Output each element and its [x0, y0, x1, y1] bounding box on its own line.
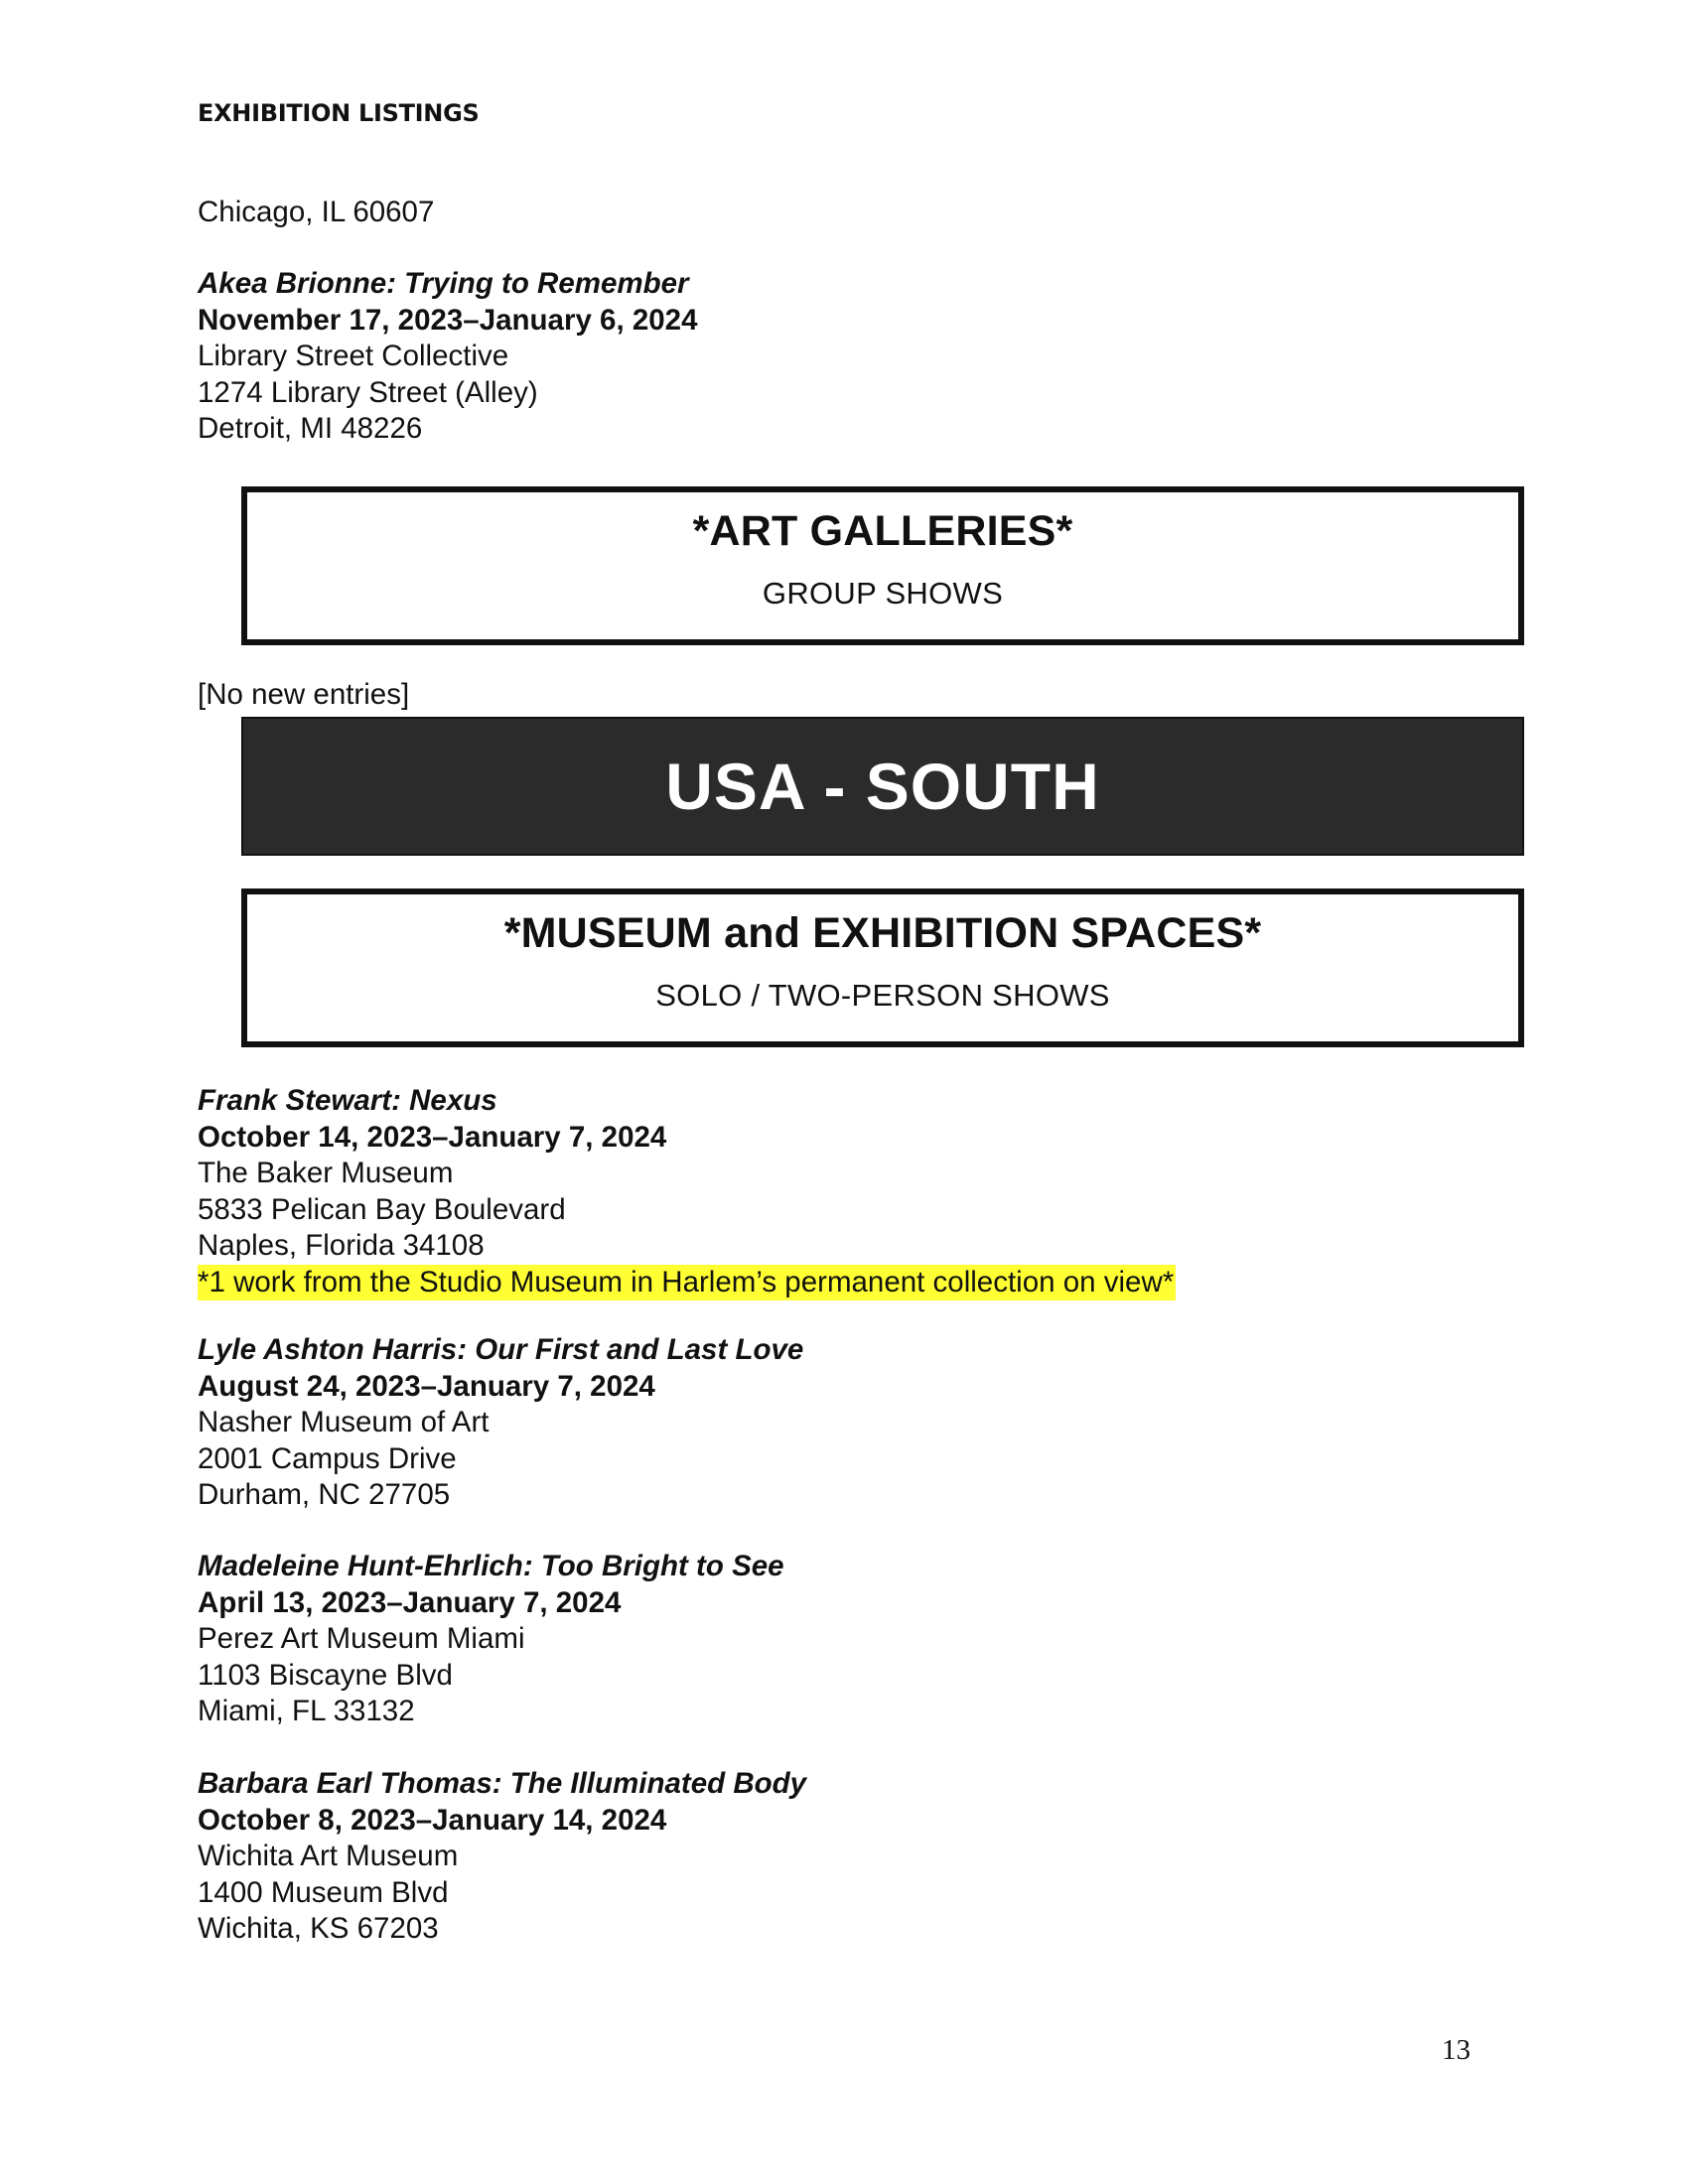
section-box-museums — [241, 888, 1524, 1047]
entry-title: Madeleine Hunt-Ehrlich: Too Bright to See — [198, 1550, 784, 1582]
page-number: 13 — [1442, 2034, 1471, 2066]
entry-title: Akea Brionne: Trying to Remember — [198, 267, 689, 300]
entry-city: Durham, NC 27705 — [198, 1478, 451, 1511]
listing-entry — [198, 1766, 806, 1948]
entry-venue: Nasher Museum of Art — [198, 1406, 490, 1438]
entry-title: Frank Stewart: Nexus — [198, 1084, 497, 1117]
entry-dates: April 13, 2023–January 7, 2024 — [198, 1585, 622, 1619]
entry-city: Naples, Florida 34108 — [198, 1229, 485, 1262]
listing-entry — [198, 1549, 784, 1730]
section-heading: *ART GALLERIES* — [692, 507, 1073, 555]
no-entries-note — [198, 677, 409, 714]
entry-address: 1274 Library Street (Alley) — [198, 375, 538, 409]
region-label: USA - SOUTH — [665, 750, 1100, 823]
entry-title: Barbara Earl Thomas: The Illuminated Body — [198, 1767, 807, 1800]
entry-city: Detroit, MI 48226 — [198, 412, 423, 445]
listing-entry — [198, 1332, 803, 1514]
listing-entry — [198, 1083, 1176, 1300]
entry-dates: November 17, 2023–January 6, 2024 — [198, 303, 698, 337]
region-band-usa-south — [241, 717, 1524, 856]
entry-venue: Library Street Collective — [198, 340, 509, 372]
section-subheading: GROUP SHOWS — [762, 576, 1004, 611]
section-subheading: SOLO / TWO-PERSON SHOWS — [655, 978, 1110, 1013]
section-box-art-galleries — [241, 486, 1524, 645]
page-header: EXHIBITION LISTINGS — [198, 99, 480, 127]
entry-dates: August 24, 2023–January 7, 2024 — [198, 1369, 655, 1403]
intro-block — [198, 195, 434, 231]
listing-entry-brionne — [198, 266, 697, 448]
entry-address: 5833 Pelican Bay Boulevard — [198, 1192, 566, 1226]
entry-dates: October 14, 2023–January 7, 2024 — [198, 1120, 667, 1154]
entry-venue: Perez Art Museum Miami — [198, 1622, 525, 1655]
entry-dates: October 8, 2023–January 14, 2024 — [198, 1803, 667, 1837]
intro-city-line: Chicago, IL 60607 — [198, 196, 435, 228]
entry-address: 2001 Campus Drive — [198, 1441, 457, 1475]
entry-city: Wichita, KS 67203 — [198, 1912, 439, 1945]
entry-title: Lyle Ashton Harris: Our First and Last Love — [198, 1333, 804, 1366]
entry-city: Miami, FL 33132 — [198, 1695, 415, 1727]
no-entries-text: [No new entries] — [198, 678, 410, 711]
entry-address: 1400 Museum Blvd — [198, 1875, 449, 1909]
entry-venue: The Baker Museum — [198, 1157, 454, 1189]
entry-address: 1103 Biscayne Blvd — [198, 1658, 453, 1692]
section-heading: *MUSEUM and EXHIBITION SPACES* — [503, 909, 1262, 957]
collection-note-highlight: *1 work from the Studio Museum in Harlem’s permanent collection on view* — [198, 1265, 1176, 1301]
entry-venue: Wichita Art Museum — [198, 1840, 459, 1872]
